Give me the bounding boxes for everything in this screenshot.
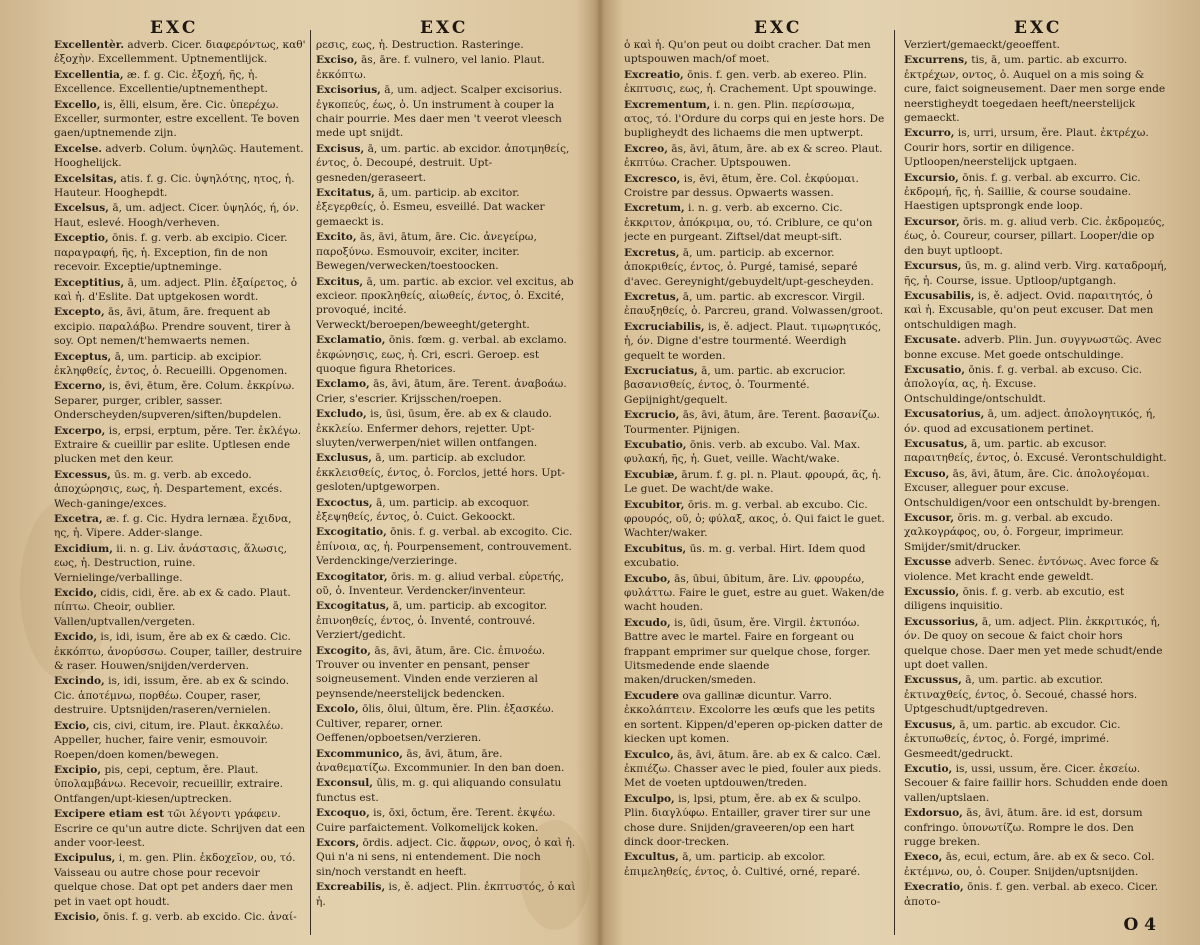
entry-definition: ōris. m. g. verbal. ab excudo. χαλκογράφος, ου, ὁ. Forgeur, imprimeur. Smijder/smit/drucker. (904, 512, 1124, 553)
right-page (604, 0, 1200, 945)
entry-definition: cidis, cidi, ěre. ab ex & cado. Plaut. πίπτω. Cheoir, oublier. Vallen/uptvallen/vergeten. (54, 587, 291, 628)
dictionary-entry (316, 806, 578, 835)
entry-definition: is, ě. adject. Plin. ἐκπτυστός, ὁ καὶ ἡ. (316, 881, 576, 908)
entry-headword: Excrucio, (624, 409, 680, 422)
dictionary-entry (624, 689, 886, 747)
entry-definition: ās, ūbui, ūbitum, āre. Liv. φρουρέω, φυλάττω. Faire le guet, estre au guet. Waken/de wacht houden. (624, 572, 885, 614)
column-rule (310, 30, 311, 935)
entry-headword: Excetra, (54, 513, 103, 525)
dictionary-entry (624, 542, 886, 571)
dictionary-entry (624, 38, 886, 67)
dictionary-entry (316, 142, 578, 185)
page-number: O 4 (1123, 915, 1156, 935)
entry-definition: is, idi, issum, ěre. ab ex & scindo. Cic. ἀποτέμνω, πορθέω. Couper, raser, destruire. Uptsnijden/raseren/vernielen. (54, 675, 289, 717)
dictionary-entry (904, 333, 1168, 362)
entry-headword: Excusate. (904, 334, 961, 347)
entry-headword: Excipere etiam est (54, 808, 165, 821)
dictionary-entry (904, 363, 1168, 406)
entry-headword: Excusus, (904, 718, 956, 731)
dictionary-entry (316, 570, 578, 599)
entry-definition: ā, um. adject. Scalper excisorius. ἐγκοπεύς, έως, ὁ. Un instrument à couper la chair pourrie. Mes daer men 't veerot vleesch mede upt snijdt. (316, 84, 563, 140)
entry-definition: is, ussi, ussum, ěre. Cicer. ἐκσείω. Secouer & faire faillir hors. Schudden ende doen vallen/uptslaen. (904, 762, 1168, 804)
dictionary-entry (624, 172, 886, 201)
entry-definition: τῶι λέγοντι γράφειν. Escrire ce qu'un autre dicte. Schrijven dat een ander voor-leest. (54, 808, 306, 849)
entry-headword: Excubitus, (624, 542, 687, 555)
entry-headword: Excursor, (904, 215, 960, 228)
entry-definition: ova gallinæ dicuntur. Varro. ἐκκολάπτειν. Excolorre les œufs que les petits en sortent. Kippen/d'eperen op-picken datter de kiecken upt komen. (624, 689, 883, 746)
entry-headword: Excurro, (904, 127, 955, 140)
entry-headword: Excresco, (624, 172, 681, 185)
dictionary-entry (904, 806, 1168, 849)
entry-definition: adverb. Senec. ἐντόνως. Avec force & violence. Met kracht ende geweldt. (904, 556, 1160, 583)
dictionary-entry (624, 246, 886, 289)
entry-headword: Excusatorius, (904, 408, 985, 421)
dictionary-entry (624, 850, 886, 879)
entry-definition: ōnis. f. g. verbal. ab excurro. Cic. ἐκδρομή, ῆς, ἡ. Saillie, & course soudaine. Haestigen uptsprongk ende loop. (904, 171, 1141, 213)
dictionary-entry (54, 851, 306, 909)
entry-headword: Excogitatio, (316, 526, 387, 539)
dictionary-entry (316, 230, 578, 273)
entry-definition: is, ě. adject. Ovid. παραιτητός, ὁ καὶ ἡ. Excusable, qu'on peut excuser. Dat men ontschuldigen magh. (904, 289, 1154, 331)
entry-headword: Excelsitas, (54, 172, 118, 185)
entry-definition: ā, um. partic. ab excutior. ἐκτιναχθείς, έντος, ὁ. Secoué, chassé hors. Uptgeschudt/uptgedreven. (904, 674, 1138, 716)
entry-definition: ās, āvi, ātum, āre. Cic. ἐπινοέω. Trouver ou inventer en pensant, penser soigneusement. Vinden ende verzieren al peynsende/neerstelijck bedencken. (316, 644, 546, 700)
dictionary-entry (624, 201, 886, 244)
right-page-column-1 (624, 38, 886, 937)
entry-definition: ās, āvi, ātum, āre. ab ex & screo. Plaut. ἐκπτύω. Cracher. Uptspouwen. (624, 142, 883, 170)
entry-definition: ūs. m. g. verb. ab excedo. ἀποχώρησις, εως, ἡ. Despartement, excés. Wech-ganinge/exces. (54, 468, 283, 510)
entry-headword: Excogitatus, (316, 600, 390, 613)
entry-headword: Excogito, (316, 644, 371, 657)
entry-definition: pis, cepi, ceptum, ěre. Plaut. ὑπολαμβάνω. Recevoir, recueillir, extraire. Ontfangen/upt-kiesen/uptrecken. (54, 763, 283, 805)
entry-headword: Exconsul, (316, 777, 373, 790)
dictionary-entry (54, 276, 306, 305)
dictionary-entry (54, 172, 306, 201)
entry-definition: ās, ecui, ectum, āre. ab ex & seco. Col. ἐκτέμνω, ου, ὁ. Couper. Snijden/uptsnijden. (904, 851, 1155, 878)
entry-headword: Excelse. (54, 142, 102, 155)
entry-definition: ā, um. particip. ab excipior. ἐκληφθείς, ἐντος, ὁ. Recueilli. Opgenomen. (54, 350, 288, 377)
entry-definition: adverb. Colum. ὑψηλῶς. Hautement. Hooghelijck. (54, 142, 304, 170)
dictionary-entry (54, 424, 306, 467)
dictionary-entry (624, 320, 886, 363)
entry-headword: Excruciabilis, (624, 320, 705, 333)
dictionary-entry (624, 498, 886, 541)
entry-definition: ā, um. partic. ab excior. vel excitus, ab excieor. προκληθείς, αἰωθείς, έντος, ὁ. Excité, provoqué, incité. Verweckt/beroepen/beweeght/geterght. (316, 275, 574, 331)
entry-headword: Excors, (316, 836, 360, 849)
dictionary-entry (904, 511, 1168, 554)
entry-definition: ā, um. partic. ab excrescor. Virgil. ἐπαυξηθείς, ὁ. Parcreu, grand. Volwassen/groot. (624, 290, 884, 318)
entry-definition: ā, um. partic. ab excidor. ἀποτμηθείς, έντος, ὁ. Decoupé, destruit. Upt-gesneden/geraseert. (316, 142, 570, 184)
entry-headword: Excogitator, (316, 570, 388, 583)
dictionary-entry (316, 275, 578, 333)
entry-definition: is, idi, isum, ěre ab ex & cædo. Cic. ἐκκόπτω, ἀνορύσσω. Couper, tailler, destruire & raser. Houwen/snijden/verderven. (54, 631, 302, 673)
entry-headword: Excussio, (904, 586, 960, 599)
dictionary-entry (54, 674, 306, 717)
entry-definition: is, ě. adject. Plaut. τιμωρητικός, ἡ, όν. Digne d'estre tourmenté. Weerdigh gequelt te worden. (624, 320, 882, 362)
entry-definition: æ. f. g. Cic. Hydra lernæa. ἔχιδνα, ης, ἡ. Vipere. Adder-slange. (54, 513, 292, 540)
dictionary-entry (904, 673, 1168, 716)
dictionary-entry (316, 407, 578, 450)
entry-definition: is, urri, ursum, ěre. Plaut. ἐκτρέχω. Courir hors, sortir en diligence. Uptloopen/neerstelijck uptgaen. (904, 127, 1149, 169)
entry-definition: ii. n. g. Liv. ἀνάστασις, ἅλωσις, εως, ἡ. Destruction, ruine. Vernielinge/verballinge. (54, 542, 287, 584)
dictionary-entry (54, 68, 306, 97)
entry-headword: Excreabilis, (316, 881, 386, 894)
dictionary-entry (904, 407, 1168, 436)
entry-headword: Excutio, (904, 762, 953, 775)
entry-definition: is, erpsi, erptum, pěre. Ter. ἐκλέγω. Extraire & cueillir par eslite. Uptlesen ende plucken met den keur. (54, 424, 302, 466)
entry-definition: ā, um. partic. ab excrucior. βασανισθείς, έντος, ὁ. Tourmenté. Gepijnight/gequelt. (624, 364, 846, 406)
entry-definition: ās, āvi, ātum, āre. frequent ab excipio. παραλάβω. Prendre souvent, tirer à soy. Opt nemen/t'hemwaerts nemen. (54, 306, 291, 348)
dictionary-entry (624, 364, 886, 407)
entry-headword: Excussus, (904, 674, 962, 687)
dictionary-entry (316, 377, 578, 406)
entry-headword: Excerpo, (54, 424, 106, 437)
entry-headword: Excisorius, (316, 84, 381, 97)
entry-definition: ōrdis. adject. Cic. ἄφρων, ονος, ὁ καὶ ἡ. Qui n'a ni sens, ni entendement. Die noch sin/noch verstandt en heeft. (316, 836, 576, 878)
entry-definition: ōnis. f. g. verb. ab excipio. Cicer. παραγραφή, ῆς, ἡ. Exception, fin de non recevoir. Exceptie/uptneminge. (54, 232, 288, 274)
right-page-header: EXC (754, 18, 803, 38)
dictionary-entry (316, 747, 578, 776)
dictionary-entry (624, 438, 886, 467)
dictionary-entry (54, 38, 306, 67)
dictionary-entry (904, 880, 1168, 909)
dictionary-entry (54, 231, 306, 274)
entry-headword: Excellentia, (54, 68, 124, 81)
entry-definition: ās, āvi, ātum, āre. Terent. ἀναβοάω. Crier, s'escrier. Krijsschen/roepen. (316, 378, 567, 405)
entry-definition: ūs. m. g. verbal. Hirt. Idem quod excubatio. (624, 542, 866, 570)
entry-definition: is, ūdi, ūsum, ěre. Virgil. ἐκτυπόω. Battre avec le martel. Faire en forgeant ou frappant emprimer sur quelque chose, forger. Uitsmedende ende slaende maken/drucken/smeden. (624, 616, 871, 687)
entry-definition: ūlis, m. g. qui aliquando consulatu functus est. (316, 777, 562, 804)
dictionary-entry (624, 290, 886, 319)
entry-definition: ā, um. particip. ab excludor. ἐκκλεισθείς, έντος, ὁ. Forclos, jetté hors. Upt-gesloten/uptgeworpen. (316, 452, 565, 494)
entry-definition: ὁ καὶ ἡ. Qu'on peut ou doibt cracher. Dat men uptspouwen mach/of moet. (624, 39, 871, 66)
entry-definition: ōnis. verb. ab excubo. Val. Max. φυλακή, ῆς, ἡ. Guet, veille. Wacht/wake. (624, 438, 861, 466)
entry-definition: ā, um. adject. Plin. ἐξαίρετος, ὁ καὶ ἡ. d'Eslite. Dat uptgekosen wordt. (54, 276, 298, 303)
entry-headword: Excudo, (624, 616, 671, 629)
entry-headword: Excretum, (624, 202, 685, 215)
entry-definition: ōnis. f. g. verb. ab excido. Cic. ἀναί- (102, 910, 297, 923)
dictionary-entry (904, 126, 1168, 169)
entry-headword: Excudere (624, 689, 680, 702)
entry-definition: Verziert/gemaeckt/geoeffent. (904, 39, 1060, 51)
entry-headword: Excurrens, (904, 54, 968, 67)
left-page-column-1 (54, 38, 306, 937)
entry-headword: Excessus, (54, 468, 111, 481)
dictionary-entry (624, 98, 886, 141)
entry-definition: ās, āvi, ātum, āre. Cic. ἀπολογέομαι. Excuser, alleguer pour excuse. Ontschuldigen/voor een ontschuldt by-brengen. (904, 467, 1161, 509)
entry-definition: ārum. f. g. pl. n. Plaut. φρουρά, ᾶς, ἡ. Le guet. De wacht/de wake. (624, 468, 882, 496)
entry-headword: Excusabilis, (904, 289, 975, 302)
dictionary-entry (624, 142, 886, 171)
entry-headword: Excussorius, (904, 615, 979, 628)
dictionary-entry (624, 748, 886, 791)
entry-definition: is, lpsi, ptum, ěre. ab ex & sculpo. Plin. διαγλύφω. Entailler, graver tirer sur une chose dure. Snijden/graveeren/op een hart dinck door-trecken. (624, 792, 871, 848)
entry-headword: Excitatus, (316, 187, 375, 200)
entry-headword: Excursio, (904, 171, 959, 184)
entry-headword: Execo, (904, 851, 943, 864)
dictionary-entry (54, 305, 306, 348)
left-page (0, 0, 596, 945)
left-page-header-right: EXC (420, 18, 469, 38)
entry-headword: Exclusus, (316, 452, 372, 465)
entry-headword: Excisus, (316, 142, 365, 155)
dictionary-entry (316, 599, 578, 642)
entry-headword: Exceptitius, (54, 276, 125, 289)
entry-definition: ōnis. fœm. g. verbal. ab exclamo. ἐκφώνησις, εως, ἡ. Cri, escri. Geroep. est quoque figura Rhetorices. (316, 334, 567, 375)
entry-definition: ūs, m. g. alind verb. Virg. καταδρομή, ῆς, ἡ. Course, issue. Uptloop/uptgangh. (904, 260, 1167, 287)
entry-headword: Excipio, (54, 763, 102, 776)
dictionary-entry (904, 615, 1168, 673)
dictionary-entry (904, 555, 1168, 584)
entry-headword: Excretus, (624, 290, 680, 303)
entry-headword: Excito, (316, 231, 357, 244)
dictionary-entry (904, 850, 1168, 879)
dictionary-entry (904, 259, 1168, 288)
entry-definition: æ. f. g. Cic. ἐξοχή, ῆς, ἡ. Excellence. Excellentie/uptnementhept. (54, 68, 268, 96)
entry-definition: i, m. gen. Plin. ἐκδοχεῖον, ου, τό. Vaisseau ou autre chose pour recevoir quelque chose. Dat opt pet anders daer men pet in vaet opt houdt. (54, 852, 296, 908)
dictionary-entry (904, 585, 1168, 614)
entry-definition: ρεσις, εως, ἡ. Destruction. Rasteringe. (316, 39, 524, 51)
entry-headword: Excommunico, (316, 747, 403, 760)
dictionary-entry (54, 512, 306, 541)
entry-headword: Execratio, (904, 881, 964, 894)
entry-definition: ā, um. partic. ab excudor. Cic. ἐκτυπωθείς, έντος, ὁ. Forgé, imprimé. Gesmeedt/gedruckt. (904, 718, 1121, 760)
entry-definition: ōris. m. g. aliud verb. Cic. ἐκδρομεύς, έως, ὁ. Coureur, courser, pillart. Looper/die op den buyt uptloopt. (904, 215, 1165, 257)
entry-headword: Excerno, (54, 380, 106, 393)
right-page-column-2 (904, 38, 1168, 937)
dictionary-entry (904, 762, 1168, 805)
entry-definition: is, ēvi, ētum, ěre. Col. ἐκφύομαι. Croistre par dessus. Opwaerts wassen. (624, 172, 859, 200)
dictionary-entry (54, 763, 306, 806)
entry-definition: ā, um. particip. ab excogitor. ἐπινοηθείς, έντος, ὁ. Inventé, controuvé. Verziert/gedicht. (316, 600, 548, 642)
entry-headword: Excubitor, (624, 498, 685, 511)
entry-headword: Excreatio, (624, 68, 684, 81)
dictionary-entry (54, 630, 306, 673)
dictionary-entry (54, 910, 306, 924)
dictionary-entry (904, 53, 1168, 125)
entry-headword: Excepto, (54, 306, 105, 319)
dictionary-entry (54, 379, 306, 422)
dictionary-entry (904, 215, 1168, 258)
entry-headword: Excoquo, (316, 807, 370, 820)
entry-headword: Excio, (54, 719, 90, 732)
entry-definition: adverb. Cicer. διαφερόντως, καθ' ἐξοχὴν. Excellemment. Uptnementlijck. (54, 39, 306, 66)
column-rule (894, 30, 895, 935)
entry-headword: Excisio, (54, 910, 100, 923)
entry-definition: ās, āvi, ātum, āre. Cic. ἀνεγείρω, παροξύνω. Esmouvoir, exciter, inciter. Bewegen/verwecken/toestoocken. (316, 231, 537, 273)
dictionary-entry (624, 792, 886, 850)
dictionary-entry (316, 53, 578, 82)
entry-definition: ōnis. f. g. verb. ab excutio, est diligens inquisitio. (904, 586, 1125, 613)
entry-definition: ā, um. particip. ab excoquor. ἐξεψηθείς, έντος, ὁ. Cuict. Gekoockt. (316, 496, 530, 523)
entry-headword: Excubatio, (624, 438, 687, 451)
entry-definition: i. n. g. verb. ab excerno. Cic. ἐκκριτον, ἀπόκριμα, ου, τό. Criblure, ce qu'on jecte en purgeant. Ziftsel/dat meupt-sift. (624, 202, 873, 244)
dictionary-entry (54, 807, 306, 850)
entry-headword: Exclamatio, (316, 334, 386, 347)
entry-headword: Excoctus, (316, 496, 373, 509)
dictionary-entry (904, 467, 1168, 510)
dictionary-entry (904, 38, 1168, 52)
entry-headword: Excretus, (624, 246, 680, 259)
entry-definition: ā, um. partic. ab excusor. παραιτηθείς, έντος, ὁ. Excusé. Verontschuldight. (904, 437, 1167, 465)
dictionary-entry (624, 68, 886, 97)
entry-definition: ōnis. f. g. verbal. ab excogito. Cic. ἐπίνοια, ας, ἡ. Pourpensement, controuvement. Verdenckinge/verzieringe. (316, 526, 573, 568)
entry-definition: ōris. m. g. aliud verbal. εὑρετής, οῦ, ὁ. Inventeur. Verdencker/inventeur. (316, 570, 564, 598)
entry-headword: Excello, (54, 98, 101, 111)
entry-definition: ās, āvi, ātum, āre. Terent. βασανίζω. Tourmenter. Pijnigen. (624, 409, 880, 436)
entry-headword: Exceptio, (54, 232, 109, 245)
dictionary-entry (624, 572, 886, 615)
entry-headword: Excido, (54, 587, 98, 600)
entry-definition: is, ōxi, ōctum, ěre. Terent. ἐκψέω. Cuire parfaictement. Volkomelijck koken. (316, 807, 556, 834)
left-page-column-2 (316, 38, 578, 937)
entry-headword: Excubo, (624, 572, 671, 585)
entry-headword: Excusse (904, 556, 952, 569)
entry-definition: ā, um. adject. ἀπολογητικός, ή, όν. quod ad excusationem pertinet. (904, 408, 1156, 435)
entry-definition: is, ělli, elsum, ěre. Cic. ὑπερέχω. Exceller, surmonter, estre excellent. Te boven gaen/uptnemende zijn. (54, 98, 300, 140)
dictionary-entry (624, 616, 886, 688)
entry-headword: Exceptus, (54, 350, 112, 363)
entry-headword: Excrementum, (624, 98, 711, 111)
dictionary-entry (904, 718, 1168, 761)
right-page-header-right: EXC (1014, 18, 1063, 38)
dictionary-entry (624, 408, 886, 437)
dictionary-entry (316, 83, 578, 141)
entry-headword: Excultus, (624, 851, 679, 864)
entry-headword: Excuso, (904, 467, 950, 480)
entry-definition: ās, āvi, ātum, āre. ἀναθεματίζω. Excommunier. In den ban doen. (316, 747, 565, 774)
entry-headword: Exculco, (624, 748, 674, 761)
entry-headword: Exculpo, (624, 792, 675, 805)
entry-headword: Exdorsuo, (904, 807, 963, 820)
entry-headword: Excusatus, (904, 437, 968, 450)
entry-headword: Excelsus, (54, 202, 109, 215)
entry-definition: ās, āvi, ātum. āre. ab ex & calco. Cæl. ἐκπιέζω. Chasser avec le pied, fouler aux pieds. Met de voeten uptdouwen/treden. (624, 748, 882, 790)
dictionary-entry (54, 468, 306, 511)
entry-definition: adverb. Plin. Jun. συγγνωστῶς. Avec bonne excuse. Met goede ontschuldinge. (904, 334, 1162, 361)
entry-definition: ā, um. particip. ab excernor. ἀποκριθείς, έντος, ὁ. Purgé, tamisé, separé d'avec. Gereynight/gebuydelt/upt-gescheyden. (624, 246, 874, 288)
dictionary-entry (904, 171, 1168, 214)
entry-headword: Excidium, (54, 542, 113, 555)
dictionary-entry (316, 702, 578, 745)
entry-headword: Excludo, (316, 408, 367, 421)
entry-definition: ōris. m. g. verbal. ab excubo. Cic. φρουρός, οῦ, ὁ; φύλαξ, ακος, ὁ. Qui faict le guet. Wachter/waker. (624, 498, 885, 540)
dictionary-entry (54, 586, 306, 629)
entry-definition: ās, āvi, ātum. āre. id est, dorsum confringo. ὑπονωτίζω. Rompre le dos. Den rugge breken. (904, 807, 1143, 848)
entry-definition: is, ūsi, ūsum, ěre. ab ex & claudo. ἐκκλείω. Enfermer dehors, rejetter. Upt-sluyten/verwerpen/niet willen ontfangen. (316, 408, 552, 449)
dictionary-entry (54, 201, 306, 230)
dictionary-entry (316, 644, 578, 702)
entry-definition: ā, um. particip. ab excitor. ἐξεγερθείς, ὁ. Esmeu, esveillé. Dat wacker gemaeckt is. (316, 187, 545, 228)
entry-headword: Excursus, (904, 260, 962, 273)
entry-definition: ōnis. f. gen. verbal. ab execo. Cicer. ἀποτο- (904, 881, 1159, 908)
entry-headword: Exciso, (316, 54, 358, 67)
entry-headword: Excruciatus, (624, 364, 698, 377)
entry-definition: cis, civi, citum, ire. Plaut. ἐκκαλέω. Appeller, hucher, faire venir, esmouvoir. Roepen/doen komen/bewegen. (54, 719, 284, 761)
left-page-header: EXC (150, 18, 199, 38)
dictionary-entry (54, 542, 306, 585)
entry-headword: Excellentèr. (54, 39, 125, 51)
entry-headword: Excido, (54, 631, 98, 644)
entry-definition: ā, um. adject. Plin. ἐκκριτικός, ή, όν. De quoy on secoue & faict choir hors quelque chose. Daer men yet mede schudt/ende upt doet vallen. (904, 615, 1163, 672)
dictionary-entry (316, 38, 578, 52)
dictionary-entry (904, 437, 1168, 466)
entry-definition: ōnis. f. g. verbal. ab excuso. Cic. ἀπολογία, ας, ἡ. Excuse. Ontschuldinge/ontschuldt. (904, 363, 1143, 405)
entry-headword: Excipulus, (54, 852, 116, 865)
entry-definition: i. n. gen. Plin. περίσσωμα, ατος, τό. l'Ordure du corps qui en jeste hors. De bupligheydt des lichaems die men uptwerpt. (624, 98, 885, 140)
dictionary-entry (316, 496, 578, 525)
entry-headword: Excubiæ, (624, 468, 678, 481)
entry-headword: Excreo, (624, 142, 668, 155)
dictionary-entry (316, 836, 578, 879)
entry-headword: Excindo, (54, 675, 105, 688)
dictionary-entry (54, 350, 306, 379)
entry-definition: is, ēvi, ētum, ěre. Colum. ἐκκρίνω. Separer, purger, cribler, sasser. Onderscheyden/supveren/siften/bupdelen. (54, 380, 295, 422)
dictionary-entry (316, 186, 578, 229)
dictionary-entry (316, 776, 578, 805)
entry-definition: ōlis, ōlui, ūltum, ěre. Plin. ἐξασκέω. Cultiver, reparer, orner. Oeffenen/opboetsen/verzieren. (316, 703, 554, 745)
dictionary-entry (904, 289, 1168, 332)
entry-headword: Excolo, (316, 703, 359, 716)
entry-headword: Exclamo, (316, 378, 370, 391)
dictionary-entry (54, 142, 306, 171)
entry-definition: ā, um. particip. ab excolor. ἐπιμεληθείς, έντος, ὁ. Cultivé, orné, reparé. (624, 851, 861, 878)
entry-headword: Excitus, (316, 275, 364, 288)
entry-definition: ā, um. adject. Cicer. ὑψηλός, ή, όν. Haut, eslevé. Hoogh/verheven. (54, 202, 299, 229)
entry-definition: ōnis. f. gen. verb. ab exereo. Plin. ἐκπτυσις, εως, ἡ. Crachement. Upt spouwinge. (624, 68, 877, 96)
entry-definition: tis, ā, um. partic. ab excurro. ἐκτρέχων, οντος, ὁ. Auquel on a mis soing & cure, faict soigneusement. Daer men sorge ende neerstigheydt toegedaen heeft/neerstelijck gemaeckt. (904, 54, 1166, 125)
entry-headword: Excusor, (904, 512, 955, 524)
dictionary-entry (316, 451, 578, 494)
dictionary-entry (54, 719, 306, 762)
entry-headword: Excusatio, (904, 363, 966, 376)
dictionary-entry (54, 98, 306, 141)
entry-definition: atis. f. g. Cic. ὑψηλότης, ητος, ἡ. Hauteur. Hooghepdt. (54, 172, 295, 200)
entry-definition: ās, āre. f. vulnero, vel lanio. Plaut. ἐκκόπτω. (316, 54, 545, 81)
dictionary-entry (316, 525, 578, 568)
dictionary-entry (316, 880, 578, 909)
dictionary-entry (624, 468, 886, 497)
dictionary-entry (316, 333, 578, 376)
